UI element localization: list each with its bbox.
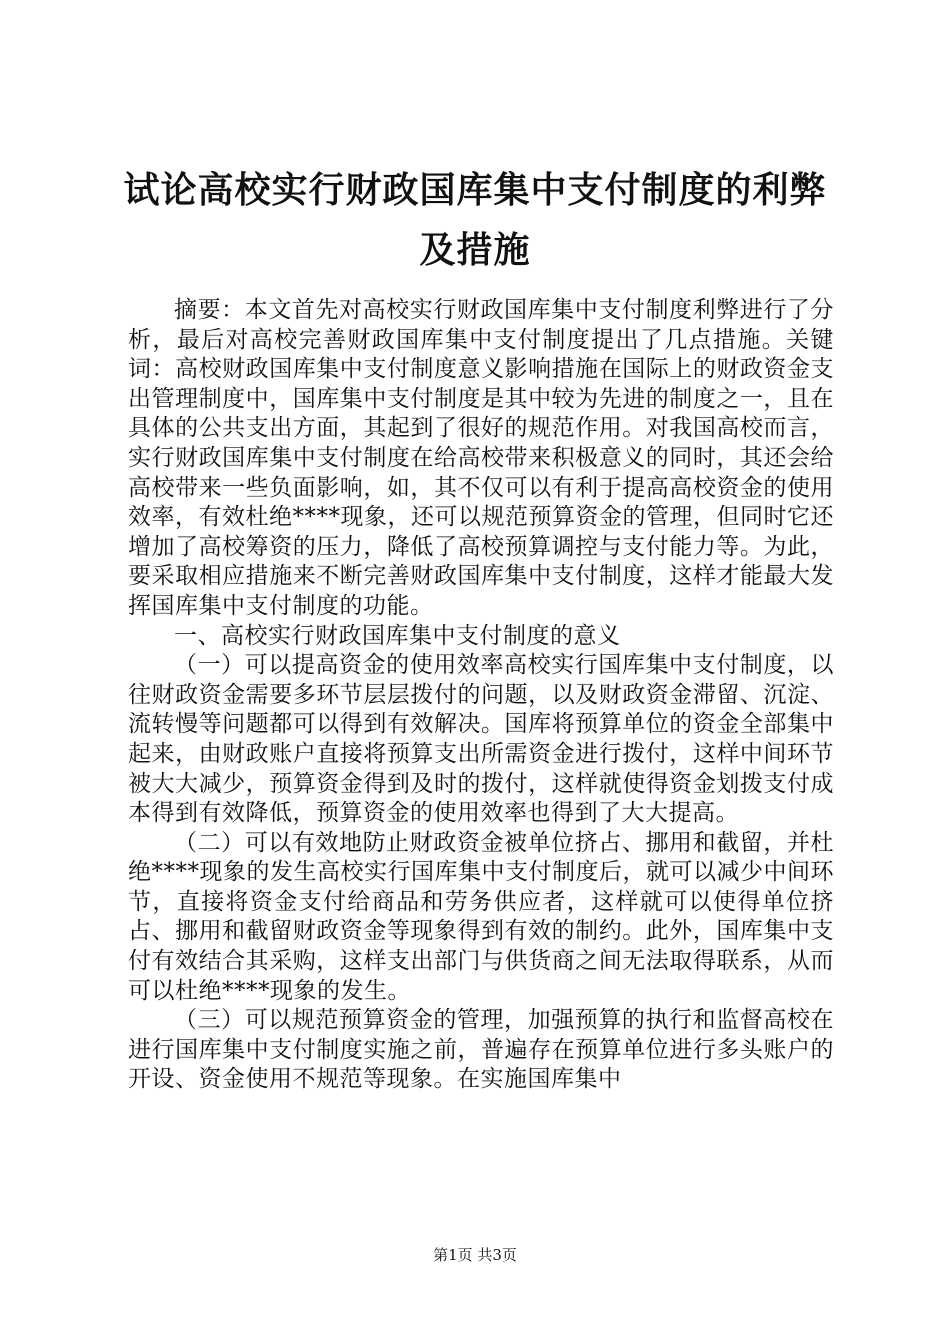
document-body [128, 296, 834, 1095]
section-heading: 一、高校实行财政国库集中支付制度的意义 [174, 622, 621, 649]
body-paragraph: （三）可以规范预算资金的管理，加强预算的执行和监督高校在进行国库集中支付制度实施之前，普遍存在预算单位进行多头账户的开设、资金使用不规范等现象。在实施国库集中 [128, 1007, 834, 1093]
page-number-footer: 第1页 共3页 [433, 1246, 517, 1264]
abstract-paragraph: 摘要：本文首先对高校实行财政国库集中支付制度利弊进行了分析，最后对高校完善财政国库集中支付制度提出了几点措施。关键词：高校财政国库集中支付制度意义影响措施在国际上的财政资金支出管理制度中，国库集中支付制度是其中较为先进的制度之一，且在具体的公共支出方面，其起到了很好的规范作用。对我国高校而言，实行财政国库集中支付制度在给高校带来积极意义的同时，其还会给高校带来一些负面影响，如，其不仅可以有利于提高高校资金的使用效率，有效杜绝****现象，还可以规范预算资金的管理，但同时它还增加了高校筹资的压力，降低了高校预算调控与支付能力等。为此，要采取相应措施来不断完善财政国库集中支付制度，这样才能最大发挥国库集中支付制度的功能。 [128, 297, 834, 619]
body-paragraph: （二）可以有效地防止财政资金被单位挤占、挪用和截留，并杜绝****现象的发生高校实行国库集中支付制度后，就可以减少中间环节，直接将资金支付给商品和劳务供应者，这样就可以使得单位挤占、挪用和截留财政资金等现象得到有效的制约。此外，国库集中支付有效结合其采购，这样支出部门与供货商之间无法取得联系，从而可以杜绝****现象的发生。 [128, 829, 834, 1004]
document-title: 试论高校实行财政国库集中支付制度的利弊及措施 [123, 169, 827, 271]
body-paragraph: （一）可以提高资金的使用效率高校实行国库集中支付制度，以往财政资金需要多环节层层拨付的问题，以及财政资金滞留、沉淀、流转慢等问题都可以得到有效解决。国库将预算单位的资金全部集中起来，由财政账户直接将预算支出所需资金进行拨付，这样中间环节被大大减少，预算资金得到及时的拨付，这样就使得资金划拨支付成本得到有效降低，预算资金的使用效率也得到了大大提高。 [128, 652, 834, 827]
